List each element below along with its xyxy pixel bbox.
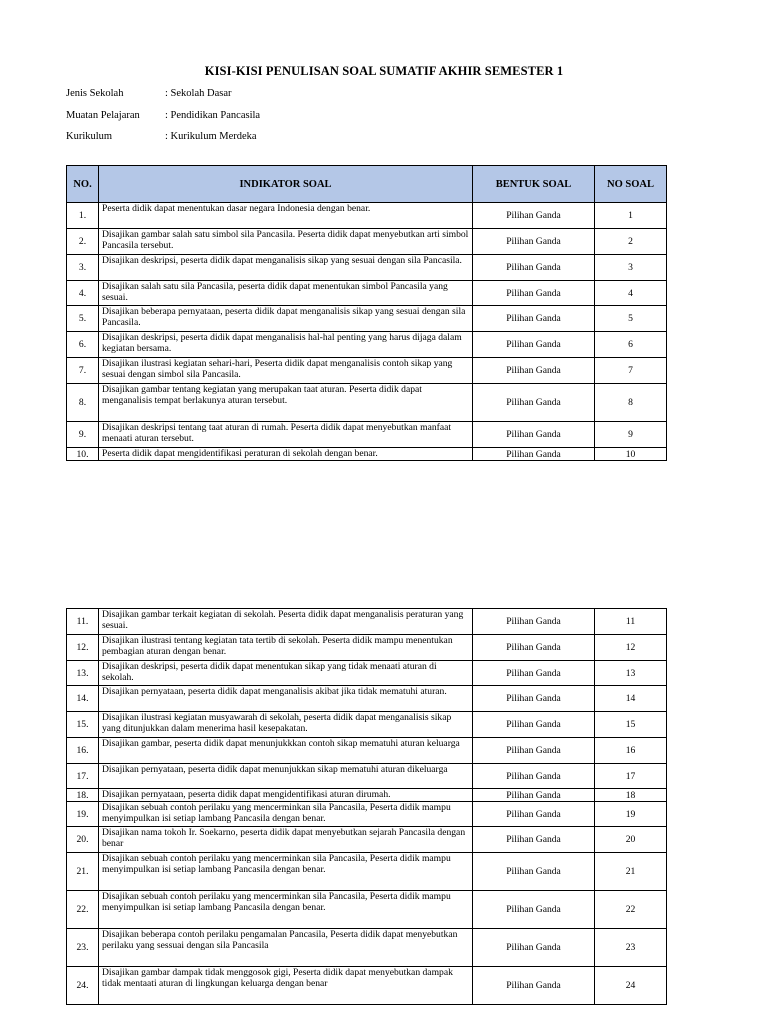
row-number: 3.	[67, 255, 99, 281]
table-row	[67, 891, 667, 929]
indikator-text: Disajikan beberapa contoh perilaku pengamalan Pancasila, Peserta didik dapat menyebutkan perilaku yang sessuai dengan sila Pancasila	[99, 929, 473, 967]
indikator-text: Disajikan gambar salah satu simbol sila Pancasila. Peserta didik dapat menyebutkan arti simbol Pancasila tersebut.	[99, 229, 473, 255]
bentuk-soal: Pilihan Ganda	[473, 255, 595, 281]
meta-row-curriculum	[66, 131, 260, 153]
bentuk-soal: Pilihan Ganda	[473, 827, 595, 853]
indikator-text: Disajikan sebuah contoh perilaku yang mencerminkan sila Pancasila, Peserta didik mampu menyimpulkan isi setiap lambang Pancasila dengan benar.	[99, 891, 473, 929]
table-row	[67, 712, 667, 738]
indikator-text: Disajikan nama tokoh Ir. Soekarno, peserta didik dapat menyebutkan sejarah Pancasila dengan benar	[99, 827, 473, 853]
indikator-text: Disajikan gambar dampak tidak menggosok gigi, Peserta didik dapat menyebutkan dampak tidak mentaati aturan di lingkungan keluarga dengan benar	[99, 967, 473, 1005]
bentuk-soal: Pilihan Ganda	[473, 203, 595, 229]
no-soal: 23	[595, 929, 667, 967]
no-soal: 11	[595, 609, 667, 635]
table-row	[67, 789, 667, 802]
table-row	[67, 358, 667, 384]
row-number: 2.	[67, 229, 99, 255]
bentuk-soal: Pilihan Ganda	[473, 686, 595, 712]
table-row	[67, 203, 667, 229]
row-number: 22.	[67, 891, 99, 929]
row-number: 1.	[67, 203, 99, 229]
bentuk-soal: Pilihan Ganda	[473, 635, 595, 661]
row-number: 6.	[67, 332, 99, 358]
no-soal: 17	[595, 764, 667, 789]
no-soal: 3	[595, 255, 667, 281]
row-number: 14.	[67, 686, 99, 712]
bentuk-soal: Pilihan Ganda	[473, 929, 595, 967]
indikator-text: Disajikan sebuah contoh perilaku yang mencerminkan sila Pancasila, Peserta didik mampu menyimpulkan isi setiap lambang Pancasila dengan benar.	[99, 802, 473, 827]
meta-row-school-type	[66, 88, 260, 110]
indikator-text: Disajikan deskripsi, peserta didik dapat menganalisis sikap yang sesuai dengan sila Pancasila.	[99, 255, 473, 281]
table-header-row	[67, 166, 667, 203]
table-row	[67, 332, 667, 358]
row-number: 15.	[67, 712, 99, 738]
table-row	[67, 802, 667, 827]
header-no-soal: NO SOAL	[595, 166, 667, 203]
no-soal: 15	[595, 712, 667, 738]
table-row	[67, 738, 667, 764]
meta-key: Kurikulum	[66, 131, 113, 142]
header-bentuk-soal: BENTUK SOAL	[473, 166, 595, 203]
bentuk-soal: Pilihan Ganda	[473, 422, 595, 448]
table-row	[67, 764, 667, 789]
header-indikator: INDIKATOR SOAL	[99, 166, 473, 203]
indikator-text: Disajikan pernyataan, peserta didik dapat menganalisis akibat jika tidak mematuhi aturan.	[99, 686, 473, 712]
indikator-text: Disajikan gambar, peserta didik dapat menunjukkkan contoh sikap mematuhi aturan keluarga	[99, 738, 473, 764]
indikator-text: Disajikan deskripsi, peserta didik dapat menentukan sikap yang tidak menaati aturan di sekolah.	[99, 661, 473, 686]
indikator-text: Disajikan ilustrasi kegiatan musyawarah di sekolah, peserta didik dapat menganalisis sikap yang ditunjukkan dalam menerima hasil kesepakatan.	[99, 712, 473, 738]
table-row	[67, 281, 667, 306]
no-soal: 4	[595, 281, 667, 306]
bentuk-soal: Pilihan Ganda	[473, 358, 595, 384]
table-row	[67, 661, 667, 686]
document-meta	[66, 88, 260, 153]
no-soal: 24	[595, 967, 667, 1005]
table-row	[67, 306, 667, 332]
table-row	[67, 384, 667, 422]
table-row	[67, 635, 667, 661]
row-number: 11.	[67, 609, 99, 635]
bentuk-soal: Pilihan Ganda	[473, 229, 595, 255]
indikator-text: Disajikan beberapa pernyataan, peserta didik dapat menganalisis sikap yang sesuai dengan sila Pancasila.	[99, 306, 473, 332]
bentuk-soal: Pilihan Ganda	[473, 764, 595, 789]
meta-value: : Pendidikan Pancasila	[165, 109, 261, 121]
bentuk-soal: Pilihan Ganda	[473, 448, 595, 461]
no-soal: 20	[595, 827, 667, 853]
table-row	[67, 229, 667, 255]
row-number: 8.	[67, 384, 99, 422]
row-number: 13.	[67, 661, 99, 686]
indikator-text: Disajikan deskripsi, peserta didik dapat menganalisis hal-hal penting yang harus dijaga dalam kegiatan bersama.	[99, 332, 473, 358]
row-number: 23.	[67, 929, 99, 967]
header-no: NO.	[67, 166, 99, 203]
indikator-text: Peserta didik dapat menentukan dasar negara Indonesia dengan benar.	[99, 203, 473, 229]
document-title: KISI-KISI PENULISAN SOAL SUMATIF AKHIR SEMESTER 1	[204, 64, 564, 78]
bentuk-soal: Pilihan Ganda	[473, 384, 595, 422]
row-number: 5.	[67, 306, 99, 332]
row-number: 18.	[67, 789, 99, 802]
no-soal: 8	[595, 384, 667, 422]
bentuk-soal: Pilihan Ganda	[473, 853, 595, 891]
indikator-text: Disajikan salah satu sila Pancasila, peserta didik dapat menentukan simbol Pancasila yang sesuai.	[99, 281, 473, 306]
row-number: 12.	[67, 635, 99, 661]
row-number: 20.	[67, 827, 99, 853]
no-soal: 5	[595, 306, 667, 332]
indikator-text: Disajikan ilustrasi tentang kegiatan tata tertib di sekolah. Peserta didik mampu menentukan pembagian aturan dengan benar.	[99, 635, 473, 661]
bentuk-soal: Pilihan Ganda	[473, 306, 595, 332]
meta-key: Muatan Pelajaran	[66, 109, 140, 121]
no-soal: 21	[595, 853, 667, 891]
meta-key: Jenis Sekolah	[66, 88, 124, 99]
table-row	[67, 255, 667, 281]
bentuk-soal: Pilihan Ganda	[473, 332, 595, 358]
bentuk-soal: Pilihan Ganda	[473, 281, 595, 306]
no-soal: 1	[595, 203, 667, 229]
indikator-text: Disajikan deskripsi tentang taat aturan di rumah. Peserta didik dapat menyebutkan manfaat menaati aturan tersebut.	[99, 422, 473, 448]
no-soal: 9	[595, 422, 667, 448]
meta-row-subject	[66, 110, 260, 132]
kisi-table-page-1	[66, 165, 667, 461]
table-row	[67, 686, 667, 712]
row-number: 17.	[67, 764, 99, 789]
row-number: 9.	[67, 422, 99, 448]
bentuk-soal: Pilihan Ganda	[473, 967, 595, 1005]
no-soal: 12	[595, 635, 667, 661]
indikator-text: Disajikan ilustrasi kegiatan sehari-hari, Peserta didik dapat menganalisis contoh sikap yang sesuai dengan simbol sila Pancasila.	[99, 358, 473, 384]
bentuk-soal: Pilihan Ganda	[473, 738, 595, 764]
row-number: 21.	[67, 853, 99, 891]
bentuk-soal: Pilihan Ganda	[473, 712, 595, 738]
table-row	[67, 853, 667, 891]
table-row	[67, 827, 667, 853]
indikator-text: Disajikan gambar tentang kegiatan yang merupakan taat aturan. Peserta didik dapat menganalisis tempat berlakunya aturan tersebut.	[99, 384, 473, 422]
row-number: 10.	[67, 448, 99, 461]
row-number: 4.	[67, 281, 99, 306]
row-number: 16.	[67, 738, 99, 764]
table-row	[67, 609, 667, 635]
no-soal: 14	[595, 686, 667, 712]
table-row	[67, 929, 667, 967]
no-soal: 2	[595, 229, 667, 255]
bentuk-soal: Pilihan Ganda	[473, 661, 595, 686]
meta-value: : Sekolah Dasar	[165, 88, 232, 99]
no-soal: 22	[595, 891, 667, 929]
bentuk-soal: Pilihan Ganda	[473, 609, 595, 635]
table-row	[67, 422, 667, 448]
no-soal: 7	[595, 358, 667, 384]
kisi-table-page-2	[66, 608, 667, 1005]
bentuk-soal: Pilihan Ganda	[473, 891, 595, 929]
no-soal: 10	[595, 448, 667, 461]
indikator-text: Disajikan pernyataan, peserta didik dapat menunjukkan sikap mematuhi aturan dikeluarga	[99, 764, 473, 789]
no-soal: 13	[595, 661, 667, 686]
indikator-text: Disajikan sebuah contoh perilaku yang mencerminkan sila Pancasila, Peserta didik mampu menyimpulkan isi setiap lambang Pancasila dengan benar.	[99, 853, 473, 891]
table-row	[67, 448, 667, 461]
indikator-text: Peserta didik dapat mengidentifikasi peraturan di sekolah dengan benar.	[99, 448, 473, 461]
bentuk-soal: Pilihan Ganda	[473, 789, 595, 802]
no-soal: 18	[595, 789, 667, 802]
indikator-text: Disajikan pernyataan, peserta didik dapat mengidentifikasi aturan dirumah.	[99, 789, 473, 802]
table-row	[67, 967, 667, 1005]
bentuk-soal: Pilihan Ganda	[473, 802, 595, 827]
row-number: 19.	[67, 802, 99, 827]
row-number: 24.	[67, 967, 99, 1005]
indikator-text: Disajikan gambar terkait kegiatan di sekolah. Peserta didik dapat menganalisis peraturan yang sesuai.	[99, 609, 473, 635]
row-number: 7.	[67, 358, 99, 384]
meta-value: : Kurikulum Merdeka	[165, 131, 257, 142]
no-soal: 19	[595, 802, 667, 827]
no-soal: 6	[595, 332, 667, 358]
no-soal: 16	[595, 738, 667, 764]
